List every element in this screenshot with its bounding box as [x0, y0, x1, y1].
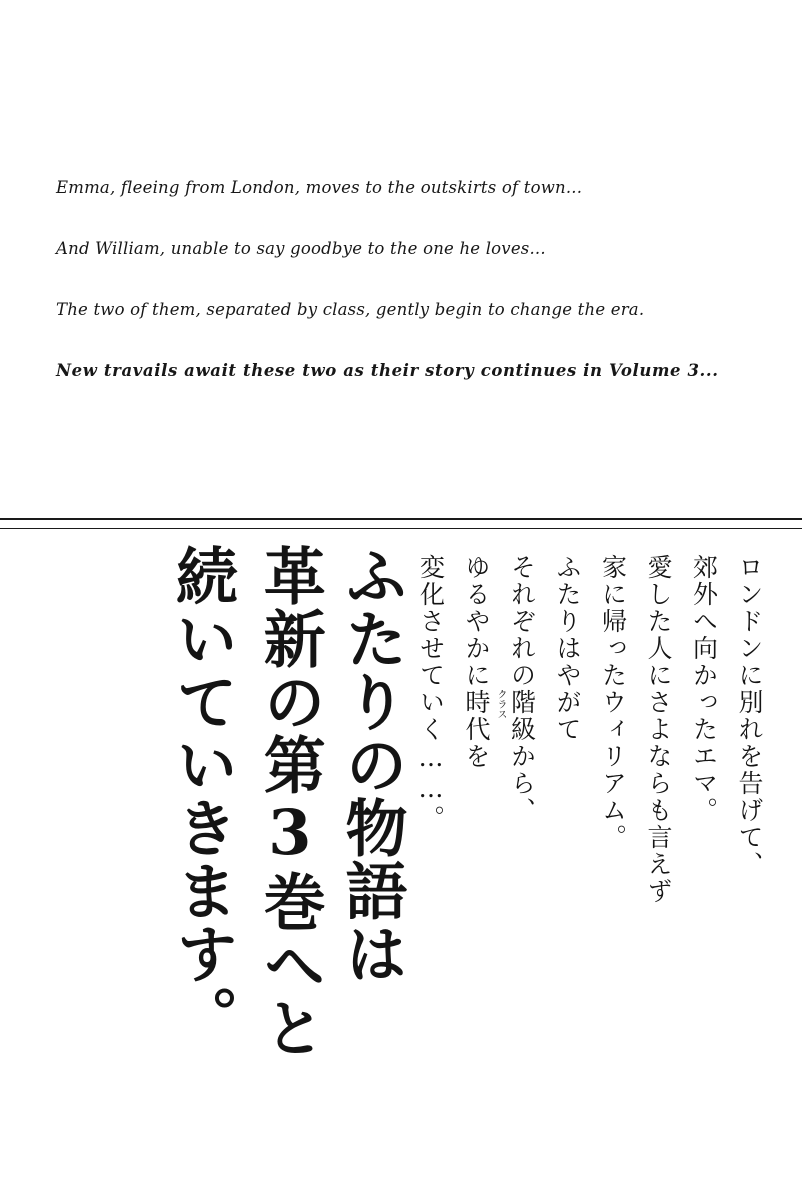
english-text-block: [56, 176, 736, 382]
ruby-base: 階級 クラス: [495, 689, 537, 743]
japanese-body-column-6: [495, 540, 541, 824]
japanese-body-column-3: 愛した人にさよならも言えず: [644, 554, 673, 905]
japanese-body-column-6-text: それぞれの階級 クラス から、: [495, 554, 537, 824]
divider-rule-bottom: [0, 528, 802, 529]
japanese-body-column-5: ふたりはやがて: [553, 554, 582, 743]
english-line-1: Emma, fleeing from London, moves to the outskirts of town...: [56, 178, 583, 197]
japanese-body-column-8: 変化させていく……。: [416, 554, 446, 832]
japanese-headline-column-1: ふたりの物語は: [335, 544, 408, 985]
divider-rule-top: [0, 518, 802, 520]
english-line-2: And William, unable to say goodbye to the one he loves...: [56, 239, 546, 259]
ruby-annotation: クラス: [495, 689, 506, 719]
english-line-4: New travails await these two as their story continues in Volume 3...: [56, 361, 719, 381]
japanese-body-column-2: 郊外へ向かったエマ。: [689, 554, 719, 824]
japanese-headline-column-3: 続いていきます。: [165, 544, 239, 1048]
japanese-text-block: [0, 540, 802, 1180]
japanese-body-column-4: 家に帰ったウィリアム。: [598, 554, 628, 851]
english-line-3: The two of them, separated by class, gently begin to change the era.: [56, 300, 645, 320]
japanese-body-column-7: ゆるやかに時代を: [462, 554, 491, 770]
japanese-headline-column-2: 革新の第3巻へと: [253, 544, 327, 1059]
japanese-body-column-1: ロンドンに別れを告げて、: [735, 554, 764, 878]
